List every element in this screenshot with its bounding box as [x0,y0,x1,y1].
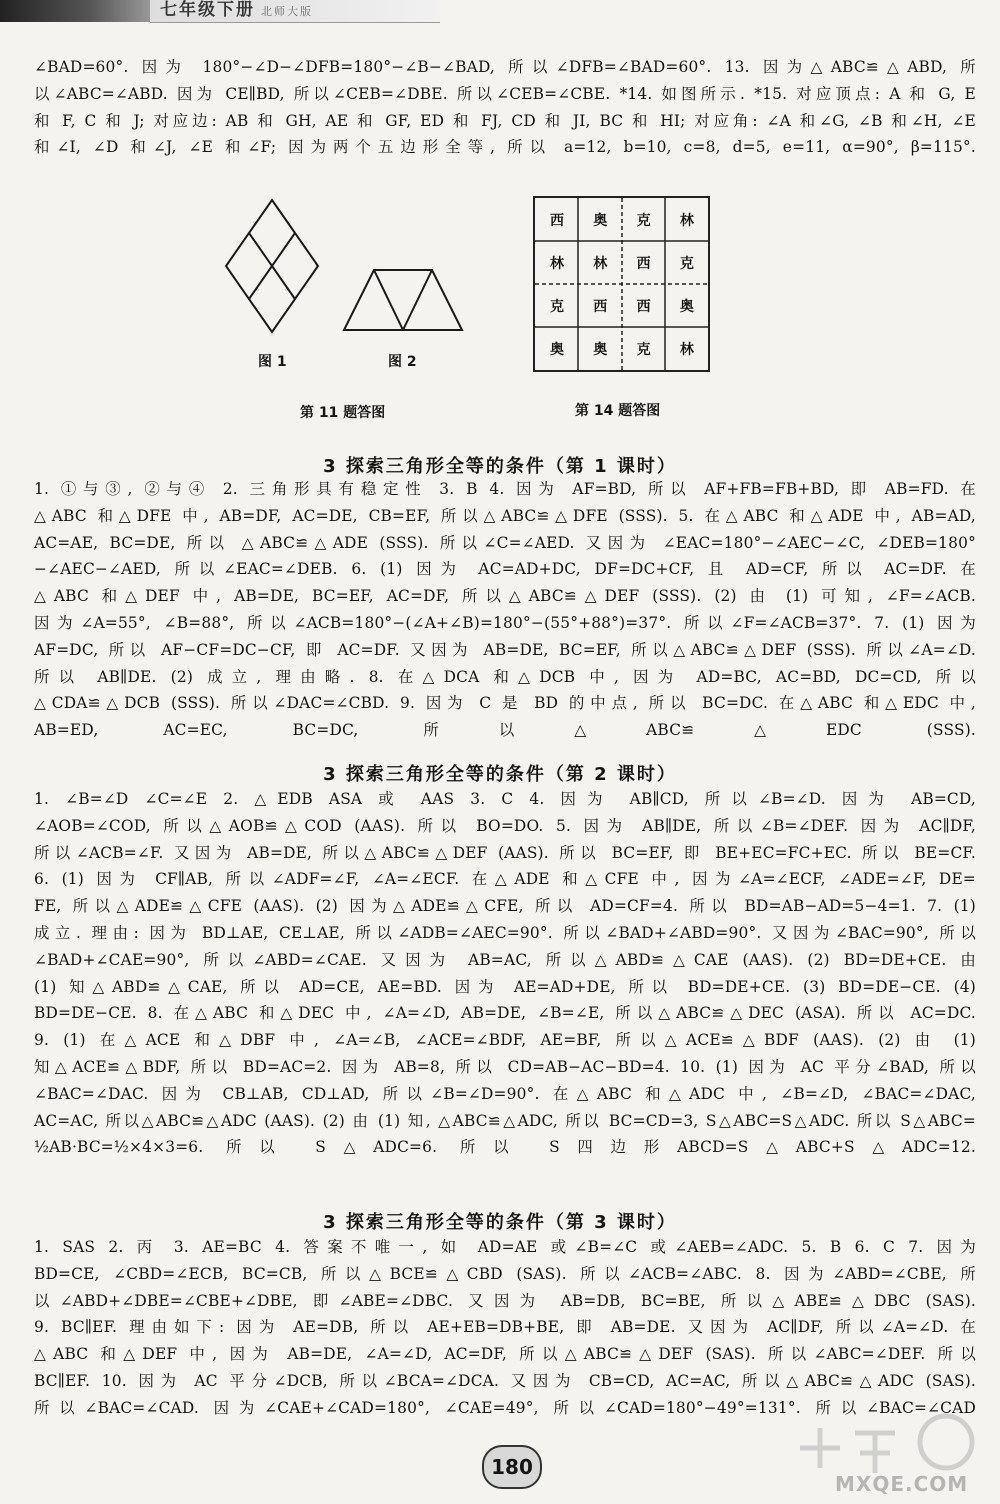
lesson3-answers [34,1234,976,1422]
answer-line: (1) 知△ABD≌△CAE, 所以 AD=CE, AE=BD. 因为 AE=AD+DE, 所以 BD=DE+CE. (3) BD=DE−CE. (4) [34,977,976,996]
watermark-url: MXQE.COM [835,1472,969,1496]
answer-line: 和 F, C 和 J; 对应边: AB 和 GH, AE 和 GF, ED 和 FJ, CD 和 JI, BC 和 HI; 对应角: ∠A 和∠G, ∠B 和∠H, ∠E [34,111,976,130]
answer-line: ½AB·BC=½×4×3=6. 所以 S△ADC=6. 所以 S四边形ABCD=S△ABC+S△ADC=12. [34,1138,976,1157]
answer-line: ∠BAD+∠CAE=90°, 所以∠ABD=∠CAE. 又因为 AB=AC, 所以△ABD≌△CAE (AAS). (2) BD=DE+CE. 由 [34,950,976,969]
answer-line: BD=DE−CE. 8. 在△ABC 和△DEC 中, ∠A=∠D, AB=DE, ∠B=∠E, 所以△ABC≌△DEC (ASA). 所以 AC=DC. [34,1004,976,1023]
answer-line: 1. ①与③, ②与④ 2. 三角形具有稳定性 3. B 4. 因为 AF=BD, 所以 AF+FB=FB+BD, 即 AB=FD. 在 [34,480,976,498]
q14-answer-grid [533,196,710,372]
answer-line: 成立. 理由: 因为 BD⊥AE, CE⊥AE, 所以∠ADB=∠AEC=90°. 所以∠BAD+∠ABD=90°. 又因为∠BAC=90°, 所以 [34,923,976,942]
answer-line: 1. SAS 2. 丙 3. AE=BC 4. 答案不唯一, 如 AD=AE 或∠B=∠C 或∠AEB=∠ADC. 5. B 6. C 7. 因为 [34,1238,976,1256]
answer-line: 9. BC∥EF. 理由如下: 因为 AE=DB, 所以 AE+EB=DB+BE, 即 AB=DE. 又因为 AC∥DF, 所以∠A=∠D. 在 [34,1318,976,1337]
grid-cell: 西 [636,298,651,315]
continued-answers [34,54,976,161]
lesson2-answers [34,786,976,1161]
grid-cell: 林 [593,255,608,272]
answer-line: △CDA≌△DCB (SSS). 所以∠DAC=∠CBD. 9. 因为 C 是 BD 的中点, 所以 BC=DC. 在△ABC 和△EDC 中, [34,694,976,713]
answer-line: 知△ACE≌△BDF, 所以 BD=AC=2. 因为 AB=8, 所以 CD=AB−AC−BD=4. 10. (1) 因为 AC 平分∠BAD, 所以 [34,1057,976,1076]
answer-line: AF=DC, 所以 AF−CF=DC−CF, 即 AC=DF. 又因为 AB=DE, BC=EF, 所以△ABC≌△DEF (SSS). 所以∠A=∠D. [34,640,976,659]
answer-line: 6. (1) 因为 CF∥AB, 所以∠ADF=∠F, ∠A=∠ECF. 在△ADE 和△CFE 中, 因为∠A=∠ECF, ∠ADE=∠F, DE= [34,870,976,889]
q14-caption: 第 14 题答图 [575,403,661,419]
lesson1-answers [34,476,976,744]
grid-cell: 西 [636,255,651,272]
figure1-label: 图 1 [258,354,287,370]
answer-line: ∠BAD=60°. 因为 180°−∠D−∠DFB=180°−∠B−∠BAD, 所以∠DFB=∠BAD=60°. 13. 因为△ABC≌△ABD, 所 [34,58,976,76]
answer-line: 9. (1) 在△ACE 和△DBF 中, ∠A=∠B, ∠ACE=∠BDF, AE=BF, 所以△ACE≌△BDF (AAS). (2) 由 (1) [34,1031,976,1050]
q11-caption: 第 11 题答图 [300,405,386,421]
grid-cell: 奥 [550,341,564,358]
answer-line: 所以 AB∥DE. (2) 成立, 理由略. 8. 在△DCA 和△DCB 中, 因为 AD=BC, AC=BD, DC=CD, 所以 [34,667,976,686]
grid-cell: 林 [679,341,694,358]
figure2-label: 图 2 [388,354,417,370]
grid-cell: 奥 [679,298,694,315]
grid-cell: 林 [550,255,564,272]
grid-cell: 林 [679,212,694,229]
grid-cell: 奥 [593,212,608,229]
header-decoration [0,0,150,22]
book-edition: 北师大版 [261,5,313,18]
answer-line: 所以∠BAC=∠CAD. 因为∠CAE+∠CAD=180°, ∠CAE=49°, 所以∠CAD=180°−49°=131°. 所以∠BAC=∠CAD [34,1398,976,1417]
grid-cell: 克 [636,341,651,358]
grid-cell: 西 [550,212,564,229]
answer-line: AC=AE, BC=DE, 所以 △ABC≌△ADE (SSS). 所以∠C=∠AED. 又因为 ∠EAC=180°−∠AEC−∠C, ∠DEB=180° [34,533,976,552]
grid-cell: 克 [636,212,651,229]
answer-line: BC∥EF. 10. 因为 AC 平分∠DCB, 所以∠BCA=∠DCA. 又因为 CB=CD, AC=AC, 所以△ABC≌△ADC (SAS). [34,1371,976,1390]
trapezoid-outline [344,270,462,330]
trapezoid-divider-2 [403,270,432,330]
answer-line: △ABC 和△DFE 中, AB=DF, AC=DE, CB=EF, 所以△ABC≌△DFE (SSS). 5. 在△ABC 和△ADE 中, AB=AD, [34,506,976,525]
answer-line: −∠AEC−∠AED, 所以∠EAC=∠DEB. 6. (1) 因为 AC=AD+DC, DF=DC+CF, 且 AD=CF, 所以 AC=DF. 在 [34,560,976,579]
grid-cell: 奥 [593,341,608,358]
q11-figure2-trapezoid [340,264,466,336]
answer-line: 以∠ABC=∠ABD. 因为 CE∥BD, 所以∠CEB=∠DBE. 所以∠CEB=∠CBE. *14. 如图所示. *15. 对应顶点: A 和 G, E [34,84,976,103]
grid-cell: 克 [679,255,694,272]
q11-figure1-rhombus-grid [222,196,322,336]
section-title-lesson3: 3 探索三角形全等的条件（第 3 课时） [323,1212,677,1233]
book-title: 七年级下册 [160,0,255,20]
grid-cell: 克 [550,298,564,315]
grid-cell: 西 [593,298,608,315]
answer-line: 因为∠A=55°, ∠B=88°, 所以∠ACB=180°−(∠A+∠B)=180°−(55°+88°)=37°. 所以∠F=∠ACB=37°. 7. (1) 因为 [34,613,976,632]
answer-line: △ABC 和△DEF 中, AB=DE, BC=EF, AC=DF, 所以△ABC≌△DEF (SSS). (2) 由 (1) 可知, ∠F=∠ACB. [34,587,976,606]
answer-line: 1. ∠B=∠D ∠C=∠E 2. △EDB ASA 或 AAS 3. C 4. 因为 AB∥CD, 所以∠B=∠D. 因为 AB=CD, [34,790,976,808]
answer-line: FE, 所以△ADE≌△CFE (AAS). (2) 因为△ADE≌△CFE, 所以 AD=CF=4. 所以 BD=AB−AD=5−4=1. 7. (1) [34,897,976,916]
answer-line: ∠BAC=∠DAC. 因为 CB⊥AB, CD⊥AD, 所以∠B=∠D=90°. 在△ABC 和△ADC 中, ∠B=∠D, ∠BAC=∠DAC, [34,1084,976,1103]
answer-line: 和∠I, ∠D 和∠J, ∠E 和∠F; 因为两个五边形全等, 所以 a=12, b=10, c=8, d=5, e=11, α=90°, β=115°. [34,138,976,157]
header-title [160,0,313,22]
page-number: 180 [482,1445,542,1489]
section-title-lesson1: 3 探索三角形全等的条件（第 1 课时） [323,456,677,477]
answer-line: AC=AC, 所以△ABC≌△ADC (AAS). (2) 由 (1) 知, △ABC≌△ADC, 所以 BC=CD=3, S△ABC=S△ADC. 所以 S△ABC= [34,1111,976,1130]
answer-line: AB=ED, AC=EC, BC=DC, 所以△ABC≌△EDC (SSS). [34,721,976,740]
answer-line: 所以∠ACB=∠F. 又因为 AB=DE, 所以△ABC≌△DEF (AAS). 所以 BC=EF, 即 BE+EC=FC+EC. 所以 BE=CF. [34,843,976,862]
page-header [0,0,440,26]
answer-line: BD=CE, ∠CBD=∠ECB, BC=CB, 所以△BCE≌△CBD (SAS). 所以∠ACB=∠ABC. 8. 因为∠ABD=∠CBE, 所 [34,1264,976,1283]
trapezoid-divider-1 [374,270,403,330]
section-title-lesson2: 3 探索三角形全等的条件（第 2 课时） [323,764,677,785]
answer-line: △ABC 和△DEF 中, 因为 AB=DE, ∠A=∠D, AC=DF, 所以△ABC≌△DEF (SAS). 所以∠ABC=∠DEF. 所以 [34,1345,976,1364]
answer-line: ∠AOB=∠COD, 所以△AOB≌△COD (AAS). 所以 BO=DO. 5. 因为 AB∥DE, 所以∠B=∠DEF. 因为 AC∥DF, [34,816,976,835]
answer-line: 以∠ABD+∠DBE=∠CBE+∠DBE, 即∠ABE=∠DBC. 又因为 AB=DB, BC=BE, 所以△ABE≌△DBC (SAS). [34,1291,976,1310]
